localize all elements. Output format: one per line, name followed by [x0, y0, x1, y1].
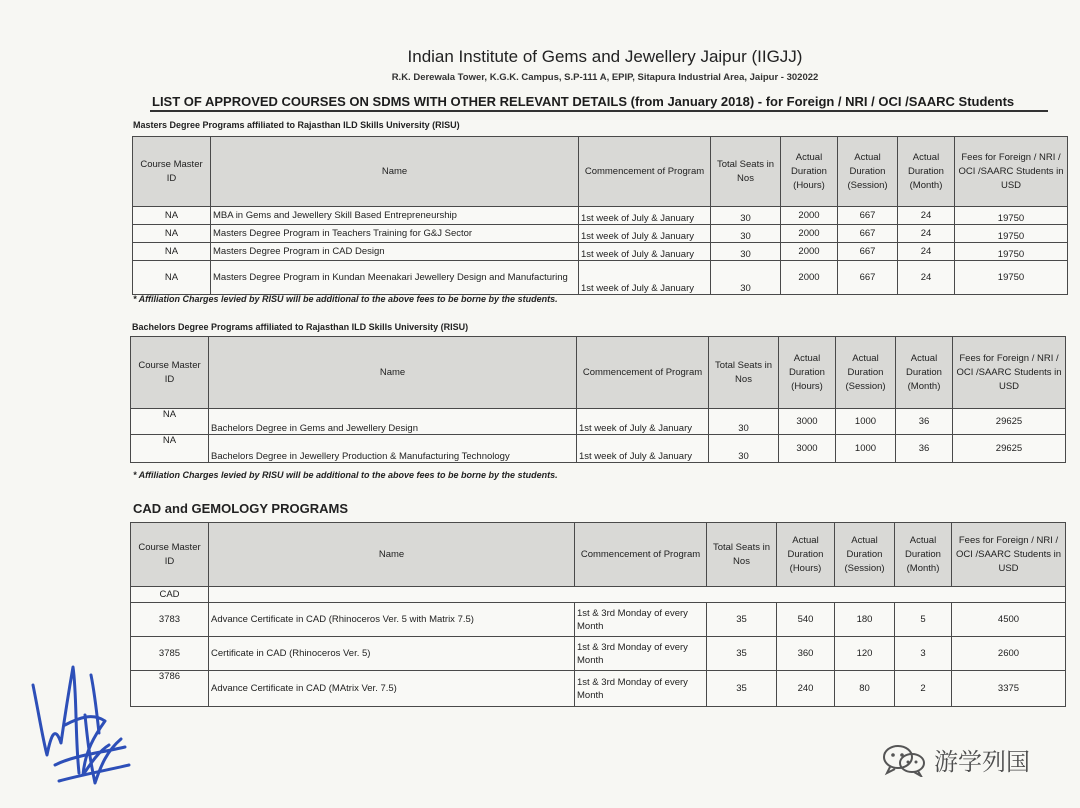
cell-session: 120 [835, 637, 895, 671]
col-header: Total Seats in Nos [711, 137, 781, 207]
col-header: Fees for Foreign / NRI / OCI /SAARC Students in USD [953, 337, 1066, 409]
cell-seats: 35 [707, 603, 777, 637]
cell-commencement: 1st & 3rd Monday of every Month [575, 671, 707, 707]
col-header: Actual Duration (Month) [898, 137, 955, 207]
cell-hours: 3000 [779, 435, 836, 463]
cell-seats: 30 [711, 207, 781, 225]
cell-commencement: 1st week of July & January [579, 207, 711, 225]
bachelors-note: * Affiliation Charges levied by RISU will be additional to the above fees to be borne by the students. [133, 470, 558, 480]
cad-table [130, 522, 1066, 707]
cell-month: 24 [898, 207, 955, 225]
cell-id: NA [133, 207, 211, 225]
col-header: Commencement of Program [575, 523, 707, 587]
cell-id: 3785 [131, 637, 209, 671]
col-header: Actual Duration (Session) [835, 523, 895, 587]
cell-id: NA [133, 243, 211, 261]
col-header: Actual Duration (Month) [895, 523, 952, 587]
cell-session: 667 [838, 243, 898, 261]
col-header: Total Seats in Nos [707, 523, 777, 587]
watermark [880, 742, 1030, 777]
title-underline [150, 110, 1048, 112]
cell-session: 667 [838, 225, 898, 243]
col-header: Actual Duration (Hours) [781, 137, 838, 207]
cell-name: Masters Degree Program in Kundan Meenakari Jewellery Design and Manufacturing [211, 261, 579, 295]
bachelors-table [130, 336, 1066, 463]
cell-session: 667 [838, 261, 898, 295]
col-header: Actual Duration (Hours) [779, 337, 836, 409]
cell-name: Certificate in CAD (Rhinoceros Ver. 5) [209, 637, 575, 671]
cell-name: Bachelors Degree in Gems and Jewellery Design [209, 409, 577, 435]
masters-note: * Affiliation Charges levied by RISU will be additional to the above fees to be borne by the students. [133, 294, 558, 304]
cell-commencement: 1st & 3rd Monday of every Month [575, 603, 707, 637]
cell-hours: 3000 [779, 409, 836, 435]
col-header: Fees for Foreign / NRI / OCI /SAARC Students in USD [955, 137, 1068, 207]
col-header: Course Master ID [133, 137, 211, 207]
cell-hours: 2000 [781, 261, 838, 295]
cell-name: Masters Degree Program in CAD Design [211, 243, 579, 261]
col-header: Course Master ID [131, 337, 209, 409]
cell-month: 36 [896, 435, 953, 463]
cell-month: 2 [895, 671, 952, 707]
watermark-text: 游学列国 [934, 748, 1030, 776]
col-header: Total Seats in Nos [709, 337, 779, 409]
cell-id: NA [131, 435, 209, 463]
col-header: Name [211, 137, 579, 207]
table-row [133, 225, 1068, 243]
signature-icon [25, 655, 135, 795]
cell-fees: 19750 [955, 225, 1068, 243]
cell-fees: 3375 [952, 671, 1066, 707]
col-header: Commencement of Program [577, 337, 709, 409]
cell-commencement: 1st week of July & January [579, 225, 711, 243]
table-row [131, 603, 1066, 637]
cell-month: 24 [898, 225, 955, 243]
cell-fees: 29625 [953, 409, 1066, 435]
cell-session: 180 [835, 603, 895, 637]
col-header: Actual Duration (Session) [836, 337, 896, 409]
col-header: Course Master ID [131, 523, 209, 587]
col-header: Name [209, 523, 575, 587]
cell-fees: 2600 [952, 637, 1066, 671]
cell-seats: 30 [711, 243, 781, 261]
col-header: Actual Duration (Month) [896, 337, 953, 409]
category-row [131, 587, 1066, 603]
cell-seats: 30 [711, 225, 781, 243]
table-row [133, 207, 1068, 225]
cell-hours: 540 [777, 603, 835, 637]
category-label: CAD [131, 587, 209, 603]
cell-month: 36 [896, 409, 953, 435]
table-header-row [131, 337, 1066, 409]
cell-hours: 240 [777, 671, 835, 707]
cad-section-label: CAD and GEMOLOGY PROGRAMS [133, 501, 348, 516]
table-header-row [133, 137, 1068, 207]
table-row [133, 243, 1068, 261]
cell-hours: 2000 [781, 207, 838, 225]
cell-name: Advance Certificate in CAD (MAtrix Ver. 7.5) [209, 671, 575, 707]
table-row [131, 671, 1066, 707]
cell-commencement: 1st week of July & January [577, 409, 709, 435]
cell-id: 3783 [131, 603, 209, 637]
table-header-row [131, 523, 1066, 587]
table-row [133, 261, 1068, 295]
cell-id: NA [131, 409, 209, 435]
wechat-icon [880, 743, 928, 777]
bachelors-section-label: Bachelors Degree Programs affiliated to Rajasthan ILD Skills University (RISU) [132, 322, 469, 332]
cell-fees: 19750 [955, 207, 1068, 225]
institute-address: R.K. Derewala Tower, K.G.K. Campus, S.P-111 A, EPIP, Sitapura Industrial Area, Jaipur - 302022 [391, 72, 819, 83]
cell-hours: 360 [777, 637, 835, 671]
cell-commencement: 1st week of July & January [579, 261, 711, 295]
col-header: Fees for Foreign / NRI / OCI /SAARC Students in USD [952, 523, 1066, 587]
cell-session: 667 [838, 207, 898, 225]
col-header: Actual Duration (Hours) [777, 523, 835, 587]
list-title: LIST OF APPROVED COURSES ON SDMS WITH OTHER RELEVANT DETAILS (from January 2018) - for Foreign / NRI / OCI /SAARC Students [152, 94, 1015, 109]
cell-id: NA [133, 261, 211, 295]
col-header: Commencement of Program [579, 137, 711, 207]
cell-name: Bachelors Degree in Jewellery Production & Manufacturing Technology [209, 435, 577, 463]
cell-month: 24 [898, 261, 955, 295]
cell-seats: 30 [709, 409, 779, 435]
masters-section-label: Masters Degree Programs affiliated to Rajasthan ILD Skills University (RISU) [133, 120, 460, 130]
cell-commencement: 1st week of July & January [579, 243, 711, 261]
cell-session: 1000 [836, 409, 896, 435]
cell-month: 3 [895, 637, 952, 671]
cell-hours: 2000 [781, 243, 838, 261]
cell-fees: 19750 [955, 261, 1068, 295]
cell-session: 1000 [836, 435, 896, 463]
cell-name: Masters Degree Program in Teachers Training for G&J Sector [211, 225, 579, 243]
cell-fees: 29625 [953, 435, 1066, 463]
cell-name: MBA in Gems and Jewellery Skill Based Entrepreneurship [211, 207, 579, 225]
masters-table [132, 136, 1068, 295]
cell-id: NA [133, 225, 211, 243]
cell-seats: 30 [709, 435, 779, 463]
table-row [131, 637, 1066, 671]
institute-title: Indian Institute of Gems and Jewellery Jaipur (IIGJJ) [407, 47, 803, 66]
cell-month: 24 [898, 243, 955, 261]
cell-commencement: 1st week of July & January [577, 435, 709, 463]
cell-name: Advance Certificate in CAD (Rhinoceros Ver. 5 with Matrix 7.5) [209, 603, 575, 637]
cell-month: 5 [895, 603, 952, 637]
table-row [131, 435, 1066, 463]
cell-seats: 35 [707, 671, 777, 707]
category-fill [209, 587, 1066, 603]
col-header: Name [209, 337, 577, 409]
cell-fees: 4500 [952, 603, 1066, 637]
table-row [131, 409, 1066, 435]
cell-seats: 35 [707, 637, 777, 671]
col-header: Actual Duration (Session) [838, 137, 898, 207]
cell-hours: 2000 [781, 225, 838, 243]
cell-commencement: 1st & 3rd Monday of every Month [575, 637, 707, 671]
cell-seats: 30 [711, 261, 781, 295]
cell-fees: 19750 [955, 243, 1068, 261]
cell-id: 3786 [131, 671, 209, 707]
cell-session: 80 [835, 671, 895, 707]
